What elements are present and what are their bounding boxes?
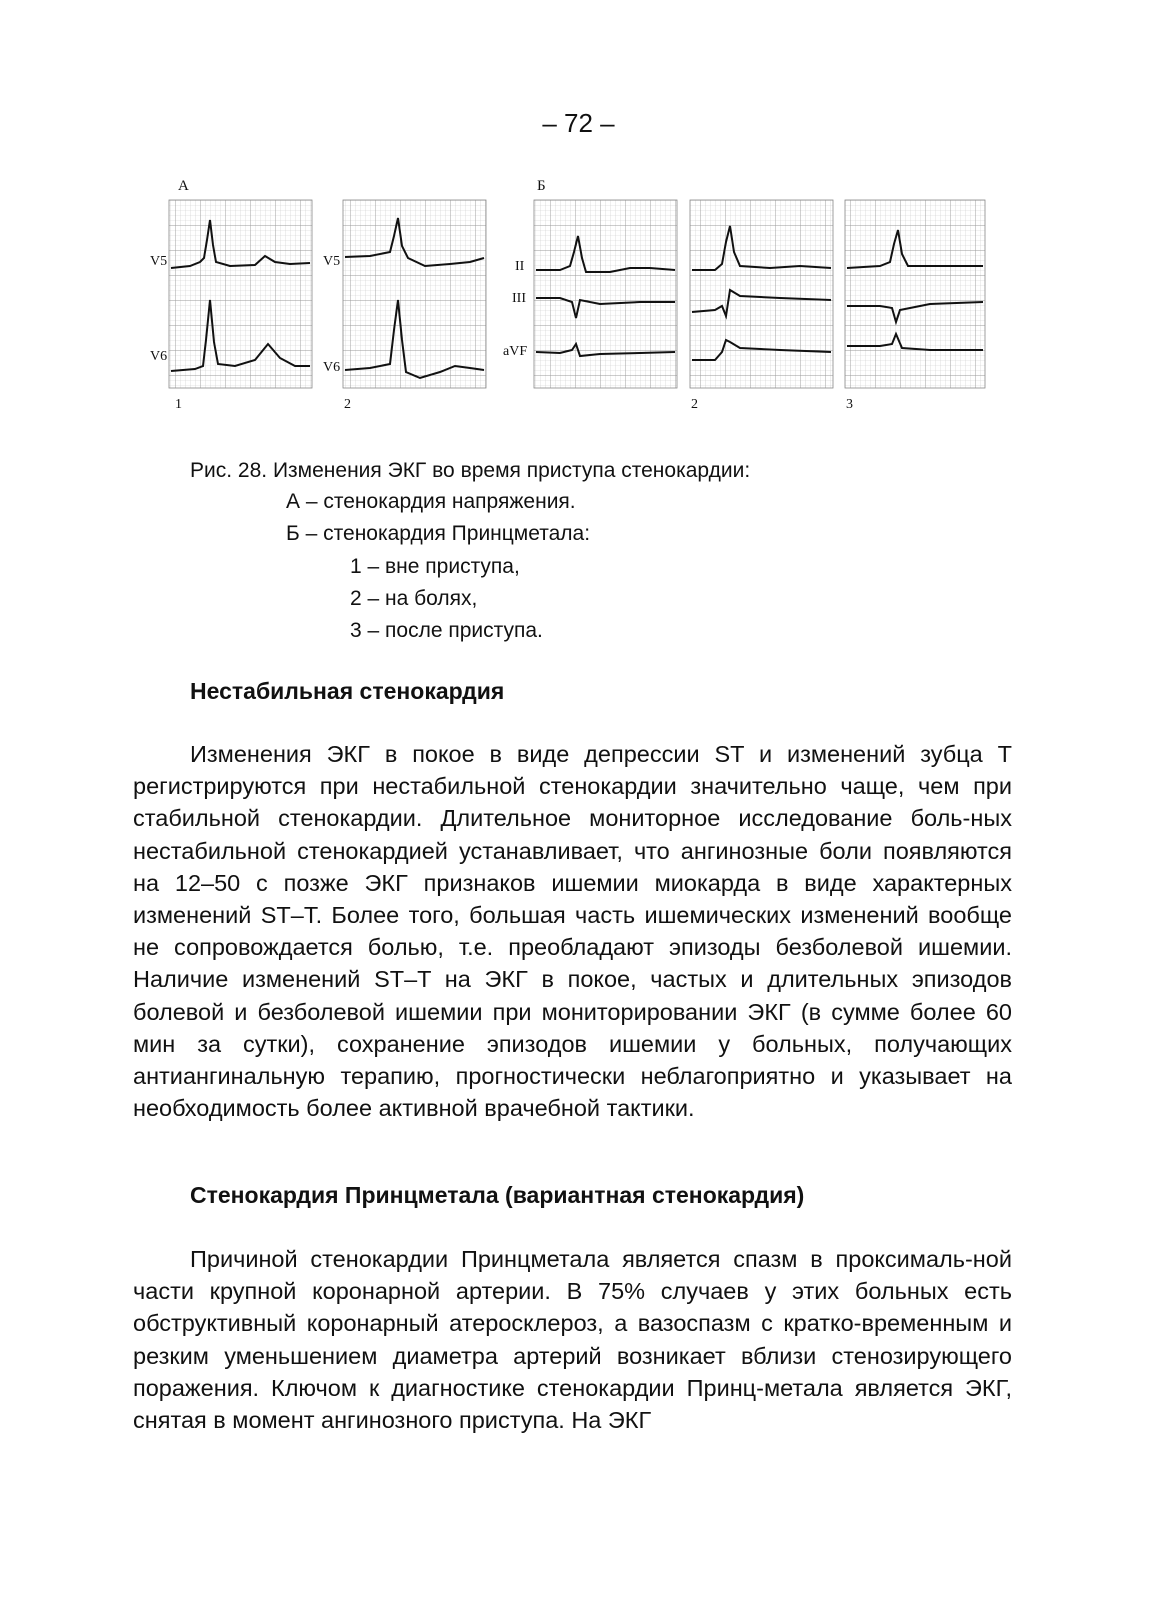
caption-item-1: 1 – вне приступа,: [350, 555, 520, 578]
strip-number-b2: 2: [691, 397, 698, 412]
paragraph-text: Причиной стенокардии Принцметала является спазм в проксималь-ной части крупной коронарной артерии. В 75% случаев у этих больных есть обструктивный коронарный атеросклероз, а вазоспазм с кратко-временным и резким уменьшением диаметра артерий возникает вблизи стенозирующего поражения. Ключом к диагностике стенокардии Принц-метала является ЭКГ, снятая в момент ангинозного приступа. На ЭКГ: [133, 1246, 1012, 1434]
panel-b-label: Б: [537, 178, 546, 194]
lead-label-avf: aVF: [503, 344, 528, 359]
ecg-figure: [0, 0, 1157, 440]
caption-label: Рис. 28.: [190, 459, 268, 482]
page-number: – 72 –: [542, 108, 615, 138]
lead-label-ii: II: [515, 259, 525, 274]
strip-number-1: 1: [175, 397, 182, 412]
ecg-strip-b3: [845, 200, 985, 388]
lead-label-v5: V5: [150, 254, 168, 269]
section1-paragraph: [133, 738, 1012, 1124]
ecg-strip-b2: [690, 200, 833, 388]
caption-line-a: А – стенокардия напряжения.: [286, 490, 576, 513]
figure-caption: [190, 459, 750, 483]
caption-line-b: Б – стенокардия Принцметала:: [286, 522, 591, 545]
strip-number-2: 2: [344, 397, 351, 412]
lead-label-iii: III: [512, 291, 526, 306]
caption-item-3: 3 – после приступа.: [350, 619, 543, 642]
ecg-strip-a2: [343, 200, 486, 388]
panel-a-label: А: [178, 178, 189, 194]
section-heading-prinzmetal: Стенокардия Принцметала (вариантная стенокардия): [190, 1182, 805, 1208]
ecg-strip-b1: [534, 200, 677, 388]
lead-label-v6: V6: [150, 349, 168, 364]
section2-paragraph: [133, 1243, 1012, 1436]
paragraph-text: Изменения ЭКГ в покое в виде депрессии ST и изменений зубца T регистрируются при нестабильной стенокардии значительно чаще, чем при стабильной стенокардии. Длительное мониторное исследование боль-ных нестабильной стенокардией устанавливает, что ангинозные боли появляются на 12–50 с позже ЭКГ признаков ишемии миокарда в виде характерных изменений ST–T. Более того, большая часть ишемических изменений вообще не сопровождается болью, т.е. преобладают эпизоды безболевой ишемии. Наличие изменений ST–T на ЭКГ в покое, частых и длительных эпизодов болевой и безболевой ишемии при мониторировании ЭКГ (в сумме более 60 мин за сутки), сохранение эпизодов ишемии у больных, получающих антиангинальную терапию, прогностически неблагоприятно и указывает на необходимость более активной врачебной тактики.: [133, 741, 1012, 1122]
ecg-strip-a1: [169, 200, 312, 388]
strip-number-b3: 3: [846, 397, 853, 412]
section-heading-unstable-angina: Нестабильная стенокардия: [190, 678, 505, 704]
lead-label-v6-2: V6: [323, 360, 341, 375]
lead-label-v5-2: V5: [323, 254, 341, 269]
caption-title: Изменения ЭКГ во время приступа стенокардии:: [272, 459, 751, 482]
caption-item-2: 2 – на болях,: [350, 587, 478, 610]
